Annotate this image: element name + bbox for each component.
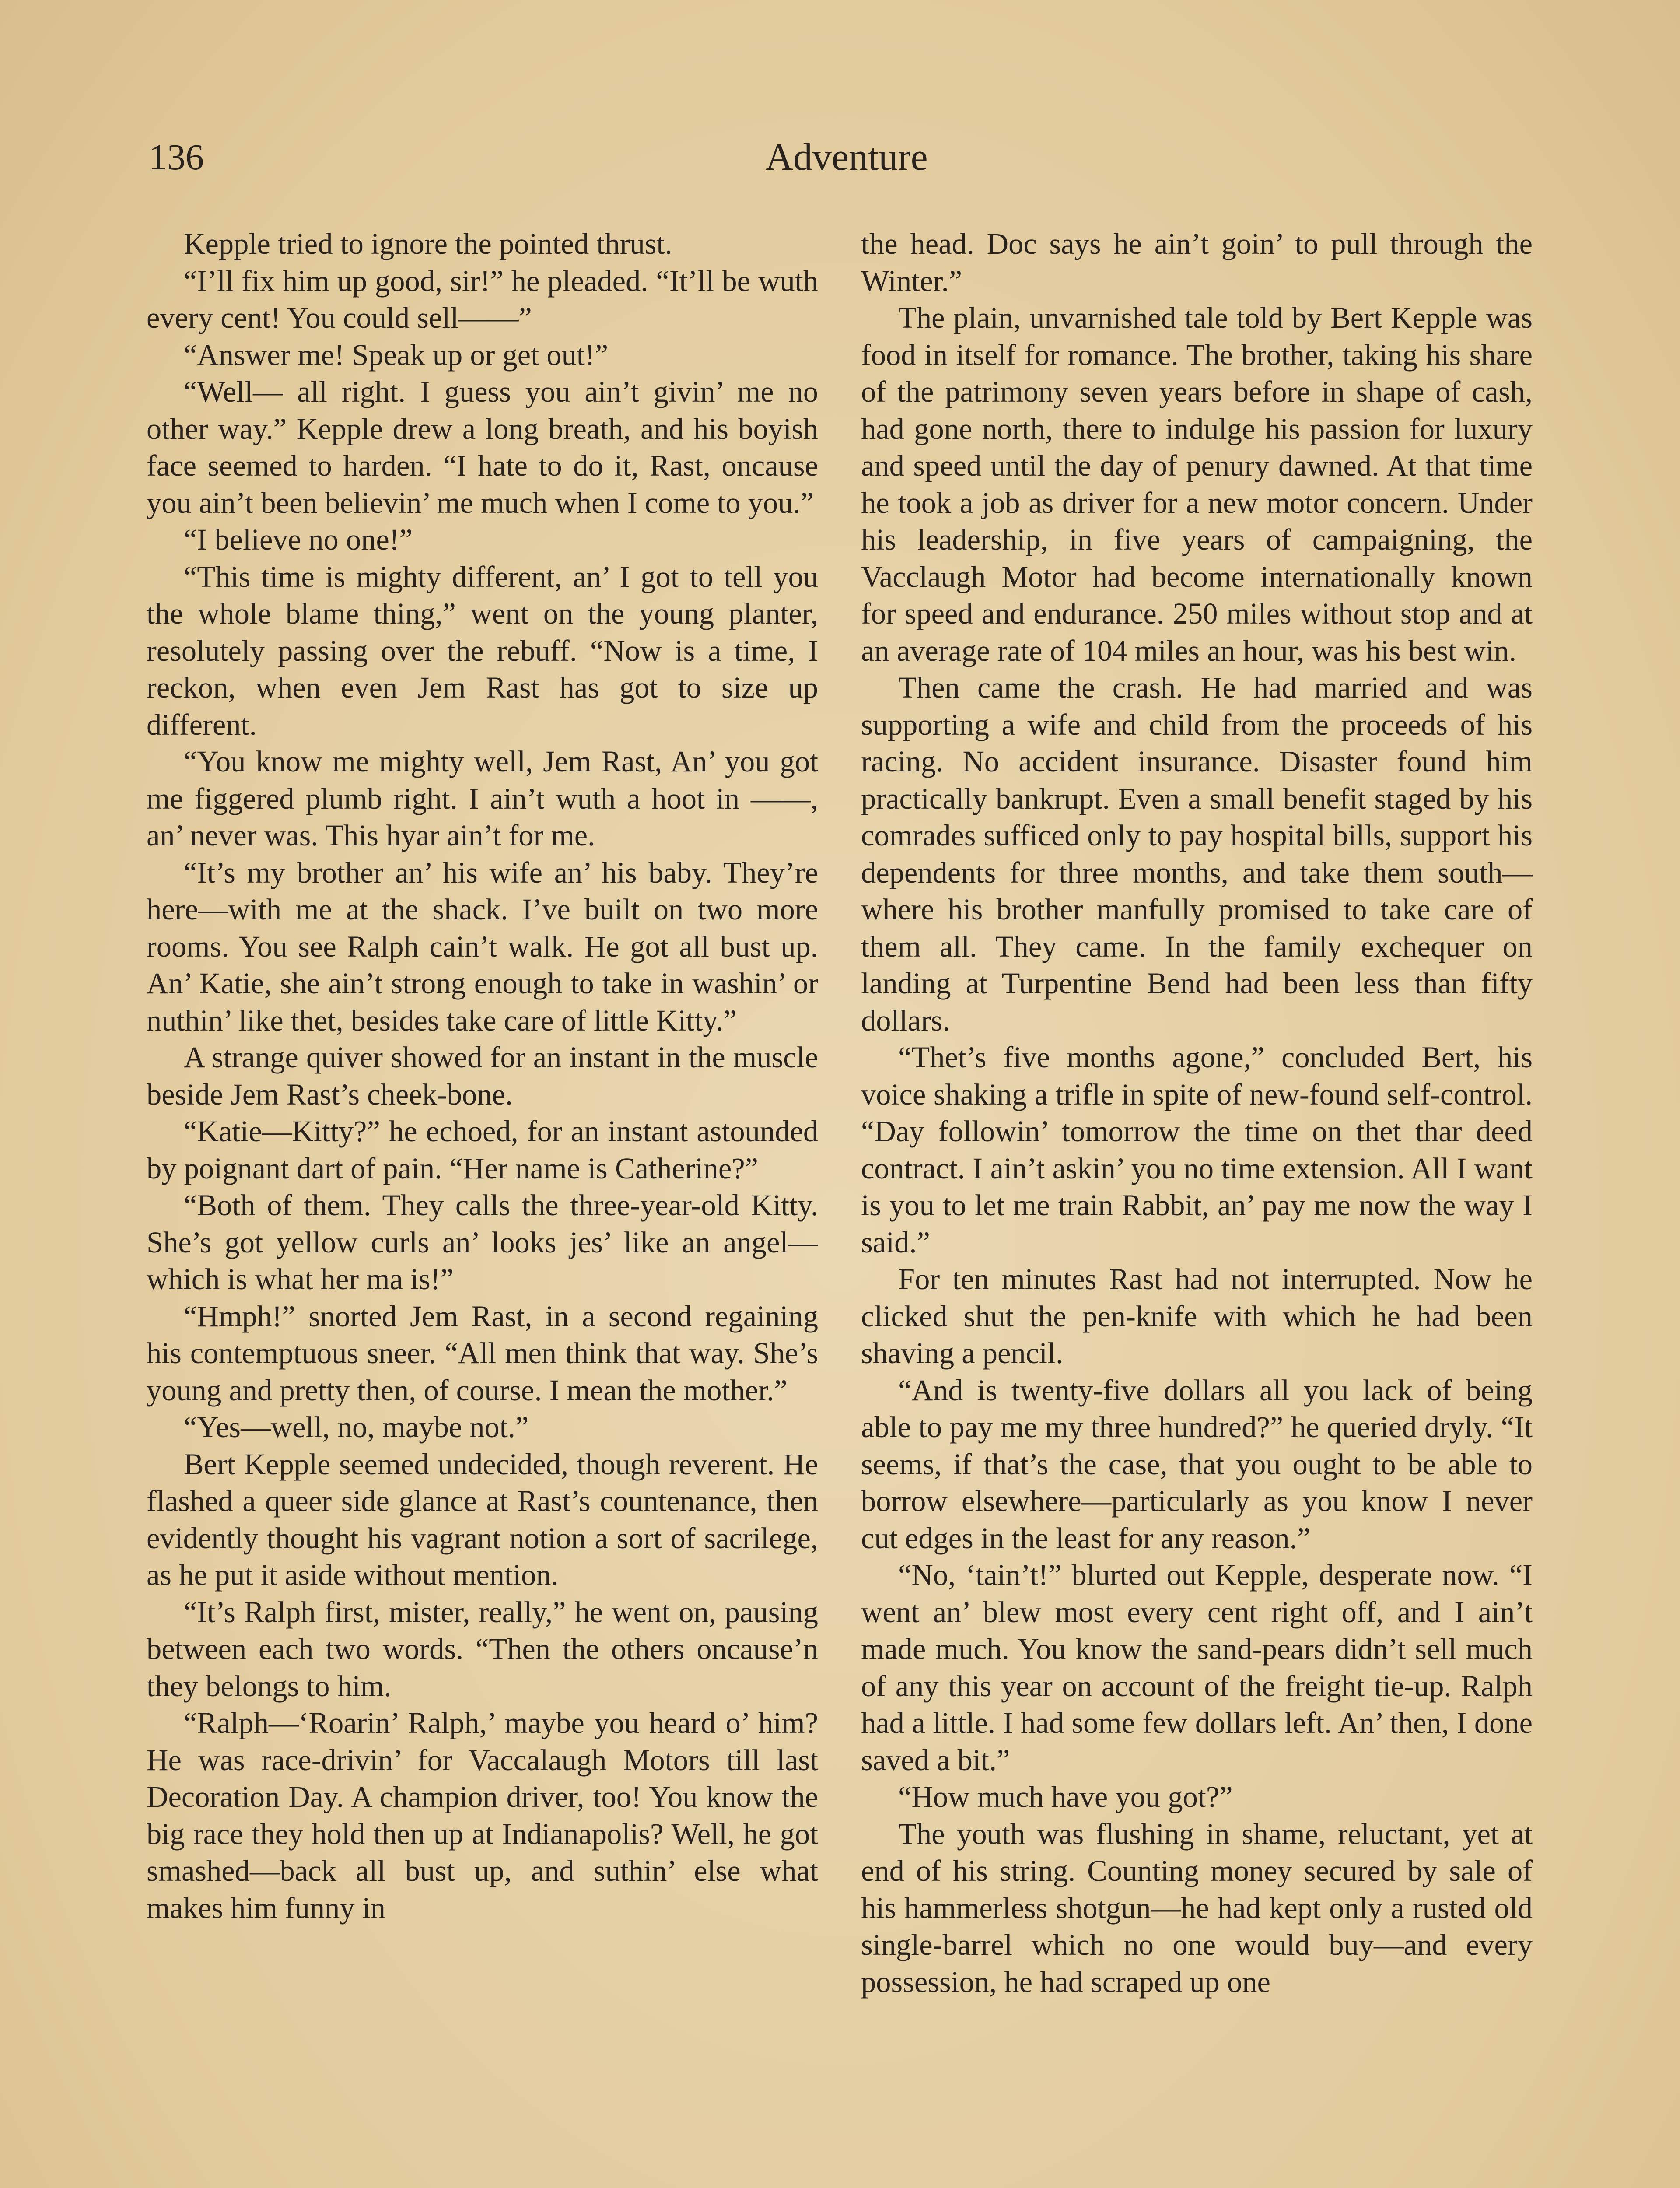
paragraph: The plain, unvarnished tale told by Bert Kepple was food in itself for romance. The brother, taking his share of the patrimony seven years before in shape of cash, had gone north, there to indulge his passion for luxury and speed until the day of penury dawned. At that time he took a job as driver for a new motor concern. Under his leadership, in five years of campaigning, the Vacclaugh Motor had become internationally known for speed and endurance. 250 miles without stop and at an average rate of 104 miles an hour, was his best win. (861, 301, 1533, 667)
paragraph: “I’ll fix him up good, sir!” he pleaded. “It’ll be wuth every cent! You could sell——” (147, 264, 818, 334)
paragraph: “How much have you got?” (898, 1780, 1233, 1813)
right-column (861, 225, 1533, 2188)
paragraph: A strange quiver showed for an instant in the muscle beside Jem Rast’s cheek-bone. (147, 1041, 818, 1111)
page-number: 136 (149, 137, 204, 178)
running-head: Adventure (765, 136, 928, 179)
paragraph: “I believe no one!” (184, 523, 413, 556)
paragraph: “It’s my brother an’ his wife an’ his baby. They’re here—with me at the shack. I’ve built on two more rooms. You see Ralph cain’t walk. He got all bust up. An’ Katie, she ain’t strong enough to take in washin’ or nuthin’ like thet, besides take care of little Kitty.” (147, 856, 818, 1037)
paragraph: Then came the crash. He had married and was supporting a wife and child from the proceeds of his racing. No accident insurance. Disaster found him practically bankrupt. Even a small benefit staged by his comrades sufficed only to pay hospital bills, support his dependents for three months, and take them south—where his brother manfully promised to take care of them all. They came. In the family exchequer on landing at Turpentine Bend had been less than fifty dollars. (861, 671, 1533, 1037)
page-header (149, 136, 1544, 188)
paragraph: “It’s Ralph first, mister, really,” he went on, pausing between each two words. “Then the others oncause’n they belongs to him. (147, 1595, 818, 1703)
paragraph: “No, ‘tain’t!” blurted out Kepple, desperate now. “I went an’ blew most every cent right off, and I ain’t made much. You know the sand-pears didn’t sell much of any this year on account of the freight tie-up. Ralph had a little. I had some few dollars left. An’ then, I done saved a bit.” (861, 1558, 1533, 1777)
paragraph: “Ralph—‘Roarin’ Ralph,’ maybe you heard o’ him? He was race-drivin’ for Vaccalaugh Motors till last Decoration Day. A champion driver, too! You know the big race they hold then up at Indianapolis? Well, he got smashed—back all bust up, and suthin’ else what makes him funny in (147, 1706, 818, 1925)
paragraph: “Yes—well, no, maybe not.” (184, 1410, 529, 1444)
left-column (147, 225, 818, 2188)
paragraph: “And is twenty-five dollars all you lack of being able to pay me my three hundred?” he queried dryly. “It seems, if that’s the case, that you ought to be able to borrow elsewhere—particularly as you know I never cut edges in the least for any reason.” (861, 1373, 1533, 1555)
paragraph: “You know me mighty well, Jem Rast, An’ you got me figgered plumb right. I ain’t wuth a hoot in ——, an’ never was. This hyar ain’t for me. (147, 745, 818, 852)
paragraph: The youth was flushing in shame, reluctant, yet at end of his string. Counting money secured by sale of his hammerless shotgun—he had kept only a rusted old single-barrel which no one would buy—and every possession, he had scraped up one (861, 1817, 1533, 1999)
paragraph: Bert Kepple seemed undecided, though reverent. He flashed a queer side glance at Rast’s countenance, then evidently thought his vagrant notion a sort of sacrilege, as he put it aside without mention. (147, 1447, 818, 1592)
paragraph: “Well— all right. I guess you ain’t givin’ me no other way.” Kepple drew a long breath, and his boyish face seemed to harden. “I hate to do it, Rast, oncause you ain’t been believin’ me much when I come to you.” (147, 375, 818, 519)
paragraph: For ten minutes Rast had not interrupted. Now he clicked shut the pen-knife with which he had been shaving a pencil. (861, 1262, 1533, 1370)
paragraph: Kepple tried to ignore the pointed thrust. (184, 227, 672, 260)
paragraph: “Hmph!” snorted Jem Rast, in a second regaining his contemptuous sneer. “All men think that way. She’s young and pretty then, of course. I mean the mother.” (147, 1299, 818, 1407)
paragraph: “This time is mighty different, an’ I got to tell you the whole blame thing,” went on the young planter, resolutely passing over the rebuff. “Now is a time, I reckon, when even Jem Rast has got to size up different. (147, 560, 818, 741)
paragraph-continued: the head. Doc says he ain’t goin’ to pull through the Winter.” (861, 227, 1533, 298)
paragraph: “Thet’s five months agone,” concluded Bert, his voice shaking a trifle in spite of new-found self-control. “Day followin’ tomorrow the time on thet thar deed contract. I ain’t askin’ you no time extension. All I want is you to let me train Rabbit, an’ pay me now the way I said.” (861, 1041, 1533, 1259)
paragraph: “Both of them. They calls the three-year-old Kitty. She’s got yellow curls an’ looks jes’ like an angel—which is what her ma is!” (147, 1189, 818, 1296)
paragraph: “Answer me! Speak up or get out!” (184, 338, 609, 372)
paragraph: “Katie—Kitty?” he echoed, for an instant astounded by poignant dart of pain. “Her name is Catherine?” (147, 1115, 818, 1185)
